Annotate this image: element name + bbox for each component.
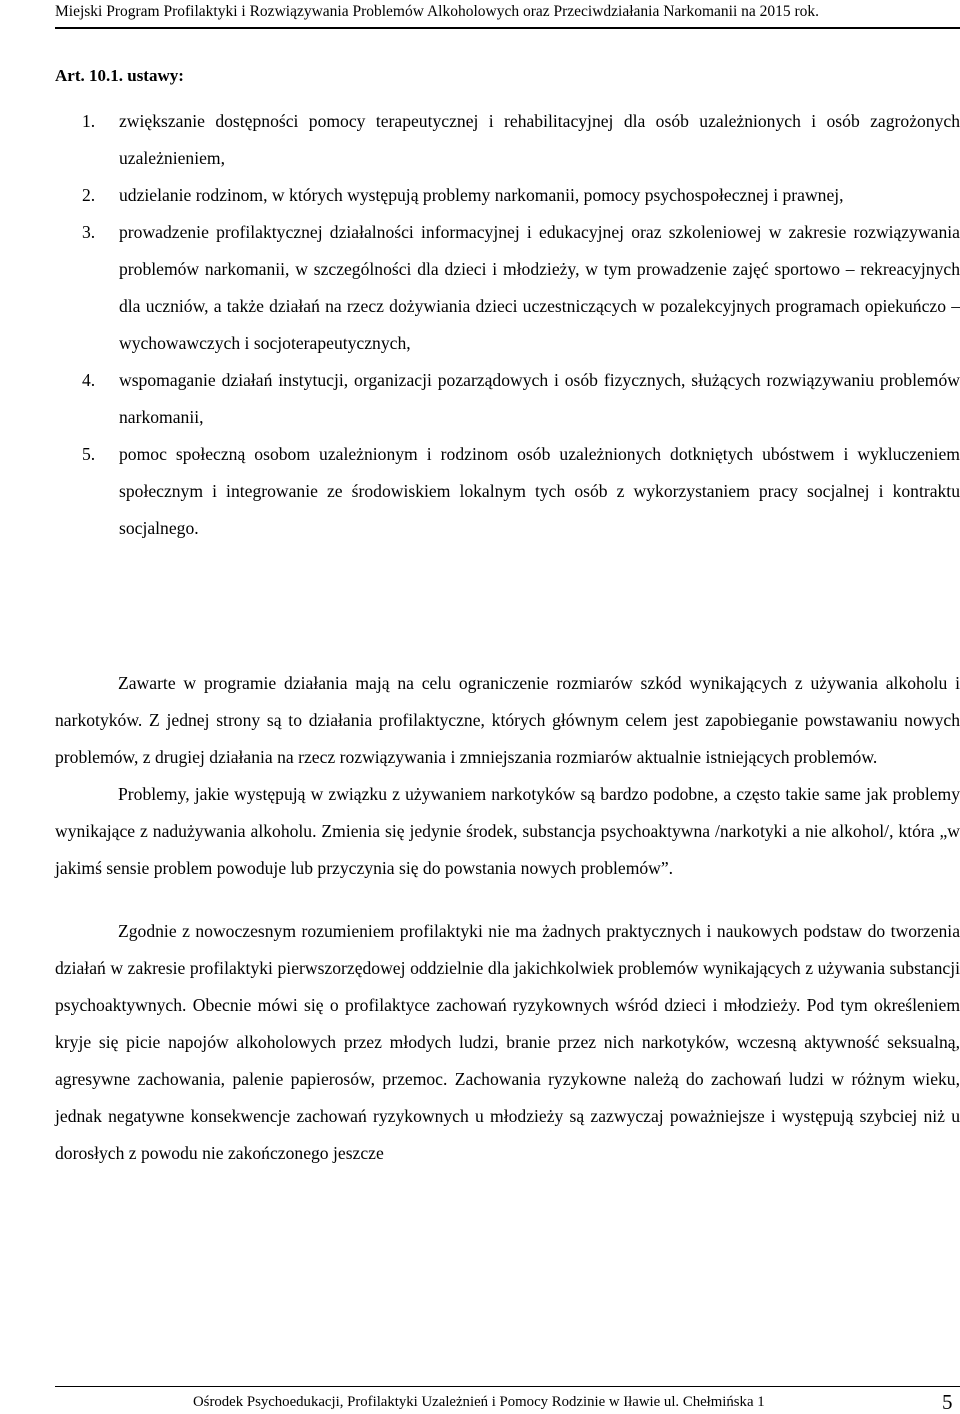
list-item-text: wspomaganie działań instytucji, organizacji pozarządowych i osób fizycznych, służących rozwiązywaniu problemów narkomanii, xyxy=(119,370,960,427)
list-item-number: 1. xyxy=(82,111,96,131)
list-item-number: 2. xyxy=(82,185,96,205)
list-item-number: 5. xyxy=(82,444,96,464)
list-item-number: 4. xyxy=(82,370,96,390)
paragraph: Problemy, jakie występują w związku z używaniem narkotyków są bardzo podobne, a często takie same jak problemy wynikające z nadużywania alkoholu. Zmienia się jedynie środek, substancja psychoaktywna /narkotyki a nie alkohol/, która „w jakimś sensie problem powoduje lub przyczynia się do powstania nowych problemów”. xyxy=(55,784,960,878)
list-item xyxy=(55,214,960,362)
paragraph: Zawarte w programie działania mają na celu ograniczenie rozmiarów szkód wynikających z używania alkoholu i narkotyków. Z jednej strony są to działania profilaktyczne, których głównym celem jest zapobieganie powstawaniu nowych problemów, z drugiej działania na rzecz rozwiązywania i zmniejszania rozmiarów aktualnie istniejących problemów. xyxy=(55,673,960,767)
running-header xyxy=(55,0,960,29)
article-heading: Art. 10.1. ustawy: xyxy=(55,66,184,85)
list-item xyxy=(55,436,960,547)
list-item-text: udzielanie rodzinom, w których występują problemy narkomanii, pomocy psychospołecznej i prawnej, xyxy=(119,185,844,205)
list-item-text: pomoc społeczną osobom uzależnionym i rodzinom osób uzależnionych dotkniętych ubóstwem i wykluczeniem społecznym i integrowanie ze środowiskiem lokalnym tych osób z wykorzystaniem pracy socjalnej i kontraktu socjalnego. xyxy=(119,444,960,538)
list-item xyxy=(55,103,960,177)
list-item-number: 3. xyxy=(82,222,96,242)
paragraph: Zgodnie z nowoczesnym rozumieniem profilaktyki nie ma żadnych praktycznych i naukowych podstaw do tworzenia działań w zakresie profilaktyki pierwszorzędowej oddzielnie dla jakichkolwiek problemów wynikających z używania substancji psychoaktywnych. Obecnie mówi się o profilaktyce zachowań ryzykownych wśród dzieci i młodzieży. Pod tym określeniem kryje się picie napojów alkoholowych przez młodych ludzi, branie przez nich narkotyków, wczesną aktywność seksualną, agresywne zachowania, palenie papierosów, przemoc. Zachowania ryzykowne należą do zachowań ludzi w różnym wieku, jednak negatywne konsekwencje zachowań ryzykownych u młodzieży są zazwyczaj poważniejsze i występują szybciej niż u dorosłych z powodu nie zakończonego jeszcze xyxy=(55,921,960,1163)
list-item-text: zwiększanie dostępności pomocy terapeutycznej i rehabilitacyjnej dla osób uzależnionych i osób zagrożonych uzależnieniem, xyxy=(119,111,960,168)
footer-text: Ośrodek Psychoedukacji, Profilaktyki Uzależnień i Pomocy Rodzinie w Iławie ul. Chełmińska 1 xyxy=(193,1394,765,1410)
header-title: Miejski Program Profilaktyki i Rozwiązywania Problemów Alkoholowych oraz Przeciwdziałania Narkomanii na 2015 rok. xyxy=(55,3,820,20)
page-number: 5 xyxy=(942,1390,953,1414)
footer-divider xyxy=(55,1386,960,1387)
article-list xyxy=(55,103,960,547)
list-item xyxy=(55,177,960,214)
body-text xyxy=(55,665,960,1172)
list-item xyxy=(55,362,960,436)
list-item-text: prowadzenie profilaktycznej działalności informacyjnej i edukacyjnej oraz szkoleniowej w zakresie rozwiązywania problemów narkomanii, w szczególności dla dzieci i młodzieży, w tym prowadzenie zajęć sportowo – rekreacyjnych dla uczniów, a także działań na rzecz dożywiania dzieci uczestniczących w pozalekcyjnych programach opiekuńczo – wychowawczych i socjoterapeutycznych, xyxy=(119,222,960,353)
